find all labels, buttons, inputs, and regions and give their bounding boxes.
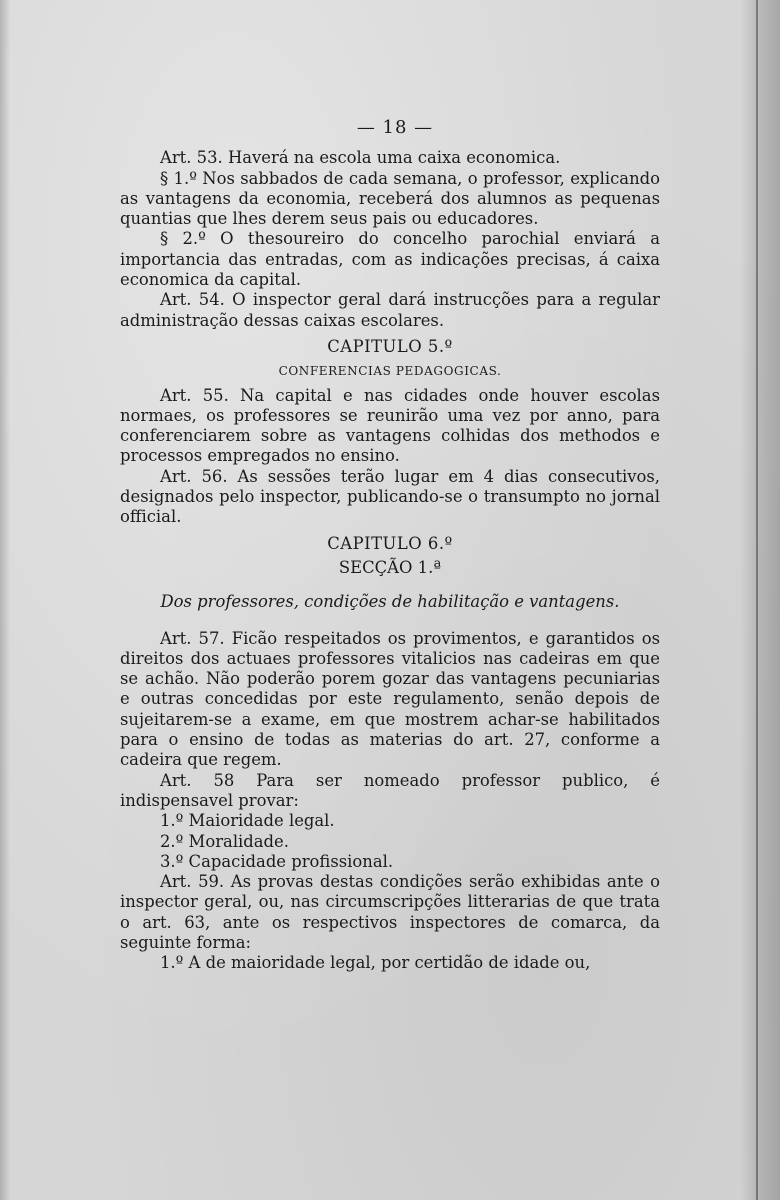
chapter-heading-6: CAPITULO 6.º [327, 533, 453, 553]
page-left-shadow [0, 0, 10, 1200]
list-item-3: 3.º Capacidade profissional. [160, 851, 394, 871]
page-right-edge [740, 0, 780, 1200]
section-heading-1: SECÇÃO 1.ª [338, 557, 442, 577]
paragraph-2: § 2.º O thesoureiro do concelho parochial enviará a importancia das entradas, com as indicações precisas, á caixa economica da capital. [120, 229, 660, 290]
list-item-1: 1.º Maioridade legal. [160, 811, 335, 831]
article-55: Art. 55. Na capital e nas cidades onde houver escolas normaes, os professores se reunirão uma vez por anno, para conferenciarem sobre as vantagens colhidas dos methodos e processos empregados no ensino. [120, 385, 660, 466]
article-58: Art. 58 Para ser nomeado professor publico, é indispensavel provar: [120, 770, 660, 810]
page-fold-line [756, 0, 758, 1200]
page-text [120, 118, 660, 974]
page-number: — 18 — [356, 117, 434, 138]
article-54: Art. 54. O inspector geral dará instrucções para a regular administração dessas caixas escolares. [120, 290, 660, 330]
list-item-2: 2.º Moralidade. [160, 831, 289, 851]
article-56: Art. 56. As sessões terão lugar em 4 dias consecutivos, designados pelo inspector, publicando-se o transumpto no jornal official. [120, 466, 660, 527]
section-title-conferencias: CONFERENCIAS PEDAGOGICAS. [278, 364, 502, 379]
article-57: Art. 57. Ficão respeitados os provimentos, e garantidos os direitos dos actuaes professores vitalicios nas cadeiras em que se achão. Não poderão porem gozar das vantagens pecuniarias e outras concedidas por este regulamento, senão depois de sujeitarem-se a exame, em que mostrem achar-se habilitados para o ensino de todas as materias do art. 27, conforme a cadeira que regem. [120, 628, 660, 770]
section-subtitle: Dos professores, condições de habilitação e vantagens. [160, 592, 620, 612]
article-53: Art. 53. Haverá na escola uma caixa economica. [160, 148, 561, 168]
chapter-heading-5: CAPITULO 5.º [327, 336, 453, 356]
paragraph-1: § 1.º Nos sabbados de cada semana, o professor, explicando as vantagens da economia, receberá dos alumnos as pequenas quantias que lhes derem seus pais ou educadores. [120, 168, 660, 229]
article-59-item-1: 1.º A de maioridade legal, por certidão de idade ou, [160, 953, 591, 973]
article-59: Art. 59. As provas destas condições serão exhibidas ante o inspector geral, ou, nas circumscripções litterarias de que trata o art. 63, ante os respectivos inspectores de comarca, da seguinte forma: [120, 872, 660, 952]
